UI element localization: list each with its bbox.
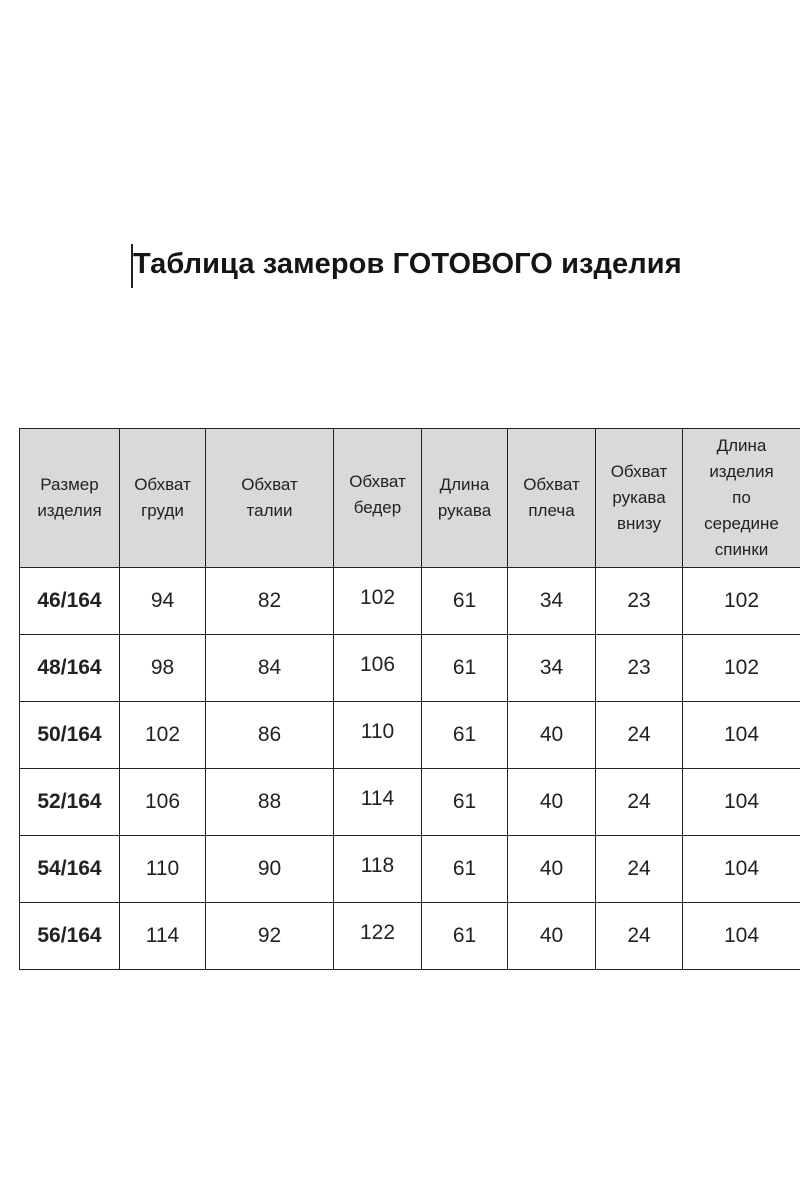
table-row	[20, 903, 800, 970]
header-text: изделия	[37, 501, 102, 520]
measurement-cell: 61	[422, 769, 508, 836]
header-size	[20, 429, 120, 568]
measurement-cell: 102	[683, 635, 800, 702]
measurement-cell: 34	[508, 635, 596, 702]
header-waist	[206, 429, 334, 568]
table-row	[20, 836, 800, 903]
measurement-cell: 40	[508, 702, 596, 769]
header-text: внизу	[616, 514, 662, 533]
header-text: Обхват	[349, 472, 406, 491]
header-text: Обхват	[134, 475, 191, 494]
header-text: рукава	[612, 488, 666, 507]
header-text: Обхват	[241, 475, 298, 494]
measurement-cell: 122	[334, 903, 422, 970]
measurement-cell: 106	[120, 769, 206, 836]
size-cell: 50/164	[20, 702, 120, 769]
measurement-cell: 104	[683, 769, 800, 836]
measurement-cell: 84	[206, 635, 334, 702]
header-text: груди	[141, 501, 184, 520]
size-cell: 52/164	[20, 769, 120, 836]
measurement-cell: 98	[120, 635, 206, 702]
header-upper-arm	[508, 429, 596, 568]
measurement-cell: 104	[683, 903, 800, 970]
header-sleeve-bottom	[596, 429, 683, 568]
measurement-cell: 86	[206, 702, 334, 769]
header-text: Длина	[439, 475, 490, 494]
measurement-cell: 106	[334, 635, 422, 702]
table-row	[20, 568, 800, 635]
header-text: бедер	[353, 498, 402, 517]
measurement-cell: 61	[422, 635, 508, 702]
measurement-cell: 40	[508, 769, 596, 836]
measurement-cell: 40	[508, 903, 596, 970]
measurement-cell: 94	[120, 568, 206, 635]
measurement-cell: 110	[120, 836, 206, 903]
measurement-cell: 24	[596, 769, 683, 836]
size-cell: 56/164	[20, 903, 120, 970]
header-back-length	[683, 429, 800, 568]
header-text: Размер	[40, 475, 99, 494]
measurement-cell: 102	[120, 702, 206, 769]
measurement-cell: 114	[334, 769, 422, 836]
measurement-cell: 61	[422, 903, 508, 970]
measurement-cell: 34	[508, 568, 596, 635]
measurement-cell: 61	[422, 836, 508, 903]
measurement-cell: 104	[683, 702, 800, 769]
measurement-cell: 61	[422, 702, 508, 769]
measurement-cell: 92	[206, 903, 334, 970]
header-text: изделия	[709, 462, 774, 481]
measurement-cell: 24	[596, 702, 683, 769]
header-text: рукава	[437, 501, 492, 520]
size-cell: 46/164	[20, 568, 120, 635]
header-text: плеча	[528, 501, 575, 520]
measurement-cell: 23	[596, 635, 683, 702]
measurement-cell: 90	[206, 836, 334, 903]
header-text: Обхват	[523, 475, 580, 494]
size-cell: 54/164	[20, 836, 120, 903]
header-text: по	[732, 488, 751, 507]
measurement-cell: 88	[206, 769, 334, 836]
header-text: спинки	[714, 540, 769, 559]
header-chest	[120, 429, 206, 568]
measurement-cell: 61	[422, 568, 508, 635]
measurement-cell: 82	[206, 568, 334, 635]
header-sleeve-length	[422, 429, 508, 568]
measurement-cell: 114	[120, 903, 206, 970]
measurement-cell: 104	[683, 836, 800, 903]
header-text: середине	[704, 514, 779, 533]
measurement-cell: 24	[596, 903, 683, 970]
table-row	[20, 769, 800, 836]
header-text: Длина	[716, 436, 767, 455]
measurement-cell: 102	[334, 568, 422, 635]
measurement-cell: 23	[596, 568, 683, 635]
page-title: Таблица замеров ГОТОВОГО изделия	[133, 248, 682, 280]
measurement-cell: 102	[683, 568, 800, 635]
table-row	[20, 702, 800, 769]
size-cell: 48/164	[20, 635, 120, 702]
header-hips	[334, 429, 422, 568]
measurement-cell: 118	[334, 836, 422, 903]
measurement-cell: 40	[508, 836, 596, 903]
header-text: талии	[246, 501, 293, 520]
measurement-cell: 24	[596, 836, 683, 903]
size-chart-table	[19, 428, 800, 970]
measurement-cell: 110	[334, 702, 422, 769]
table-row	[20, 635, 800, 702]
table-header-row	[20, 429, 800, 568]
header-text: Обхват	[610, 462, 668, 481]
